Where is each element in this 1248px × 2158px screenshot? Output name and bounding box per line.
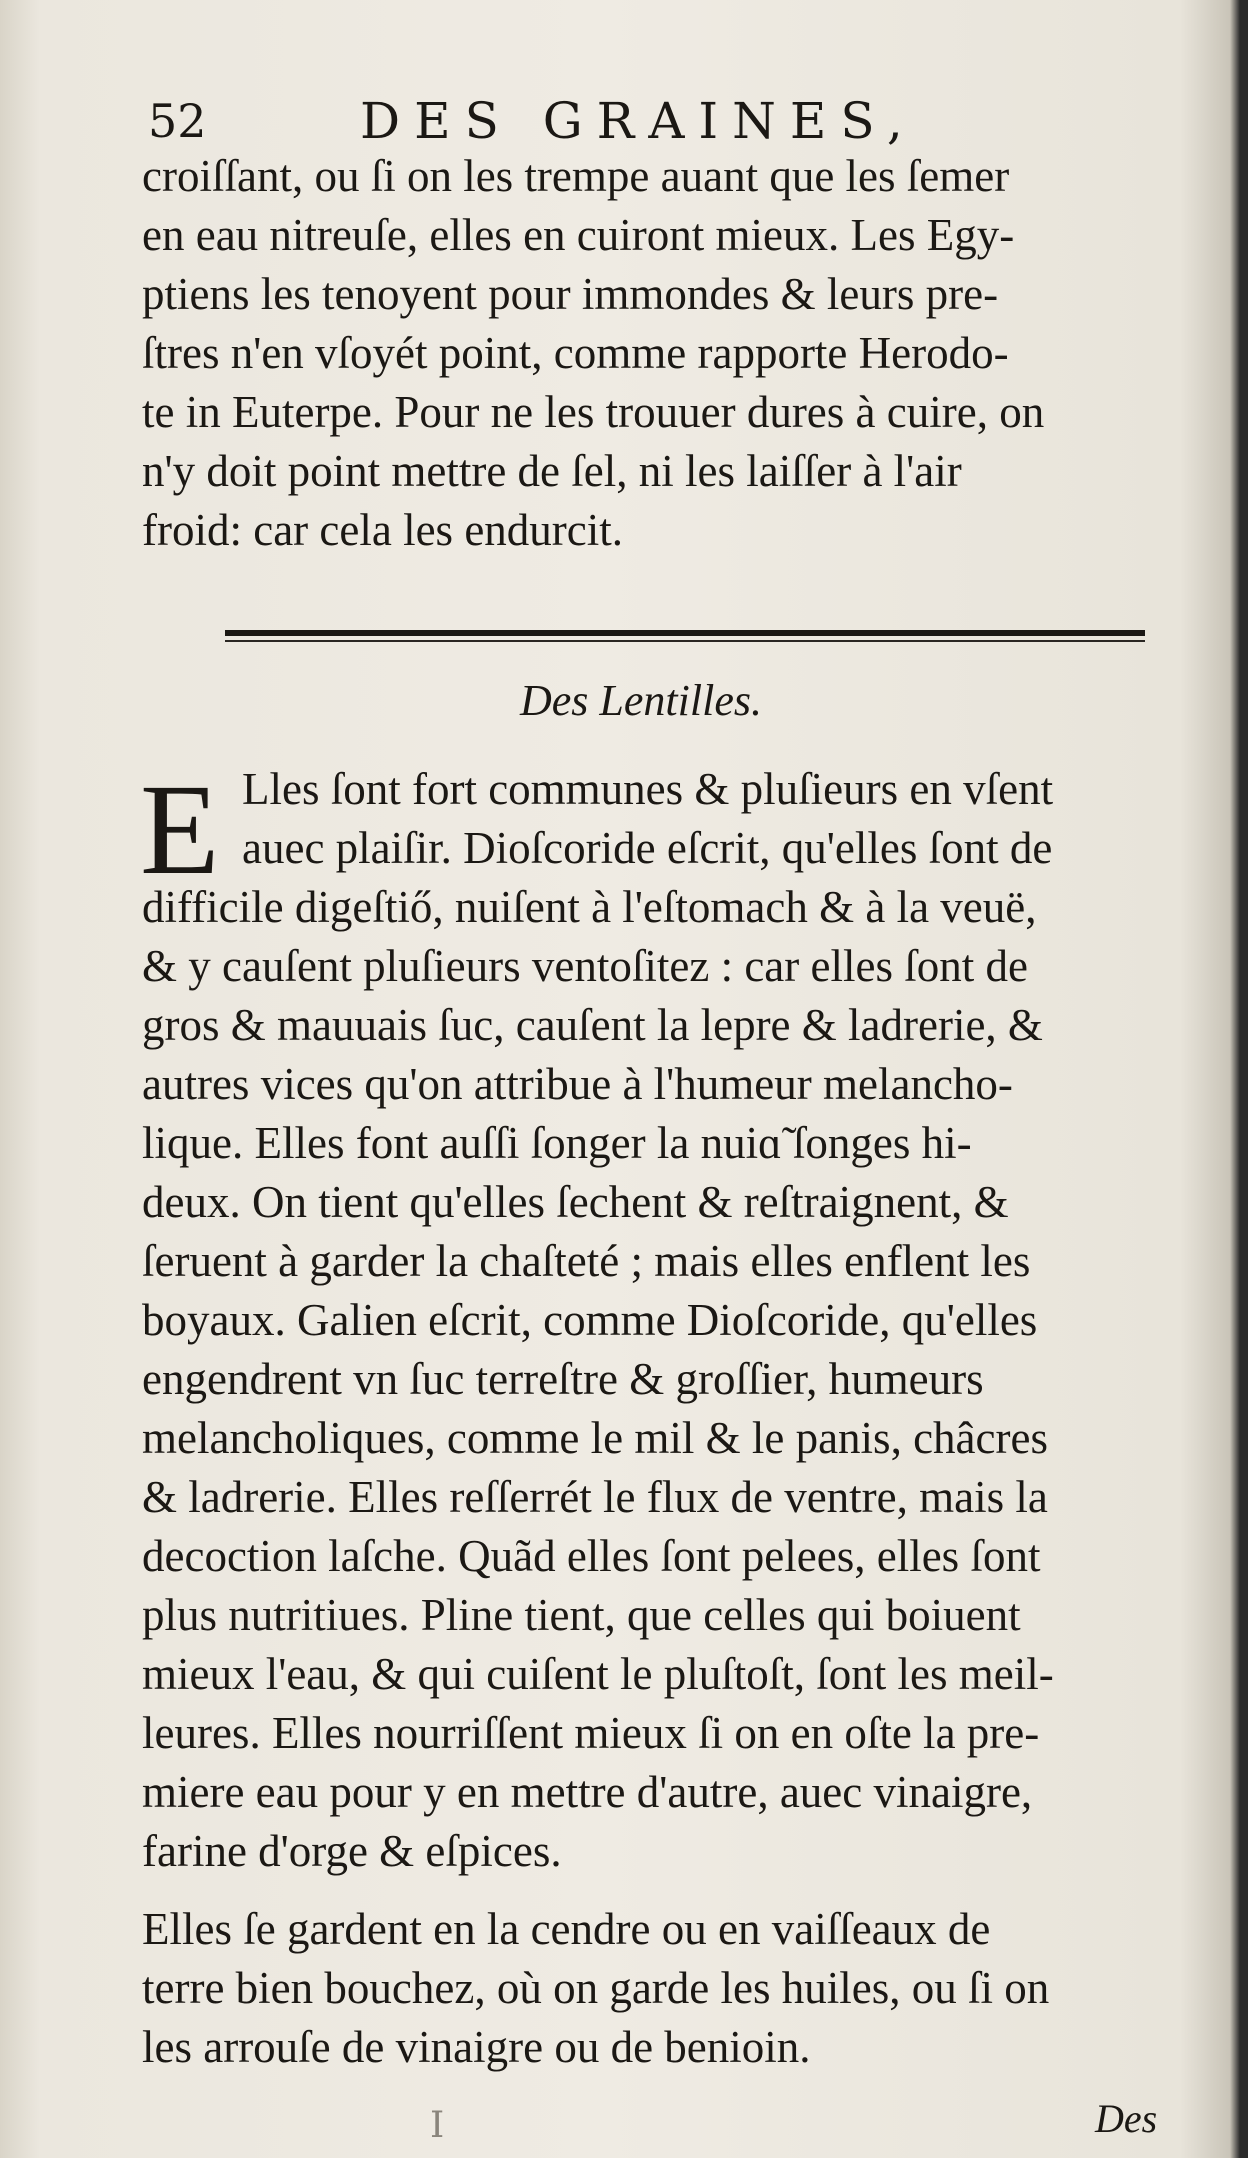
page-number: 52 (148, 94, 207, 148)
text-line: melancholiques, comme le mil & le panis, châcres (142, 1413, 1048, 1463)
text-line: auec plaiſir. Dioſcoride eſcrit, qu'elles ſont de (242, 823, 1053, 873)
text-line: te in Euterpe. Pour ne les trouuer dures à cuire, on (142, 387, 1045, 437)
text-line: & ladrerie. Elles reſſerrét le flux de ventre, mais la (142, 1472, 1048, 1522)
text-line: Elles ſe gardent en la cendre ou en vaiſſeaux de (142, 1904, 991, 1954)
text-line: lique. Elles font auſſi ſonger la nuiɑ̃ ſonges hi- (142, 1118, 972, 1168)
section-title: Des Lentilles. (520, 676, 762, 725)
text-line: n'y doit point mettre de ſel, ni les laiſſer à l'air (142, 446, 962, 496)
text-line: gros & mauuais ſuc, cauſent la lepre & ladrerie, & (142, 1000, 1043, 1050)
text-line: & y cauſent pluſieurs ventoſitez : car elles ſont de (142, 941, 1028, 991)
text-line: farine d'orge & eſpices. (142, 1826, 562, 1876)
text-line: ſeruent à garder la chaſteté ; mais elles enflent les (142, 1236, 1031, 1286)
catchword: Des (1095, 2096, 1158, 2141)
text-line: plus nutritiues. Pline tient, que celles qui boiuent (142, 1590, 1021, 1640)
text-line: terre bien bouchez, où on garde les huiles, ou ſi on (142, 1963, 1050, 2013)
signature-mark: I (430, 2105, 445, 2146)
text-line: Lles ſont fort communes & pluſieurs en vſent (242, 764, 1054, 814)
drop-cap: E (140, 758, 220, 902)
section-divider (225, 630, 1145, 636)
text-line: difficile digeſtiő, nuiſent à l'eſtomach & à la veuë, (142, 882, 1037, 932)
paragraph-3 (142, 1900, 1049, 2077)
section-divider-thin (225, 640, 1145, 642)
text-line: en eau nitreuſe, elles en cuiront mieux. Les Egy- (142, 210, 1015, 260)
text-line: froid: car cela les endurcit. (142, 505, 624, 555)
text-line: leures. Elles nourriſſent mieux ſi on en oſte la pre- (142, 1708, 1040, 1758)
text-line: les arrouſe de vinaigre ou de benioin. (142, 2022, 811, 2072)
text-line: ſtres n'en vſoyét point, comme rapporte Herodo- (142, 328, 1009, 378)
text-line: croiſſant, ou ſi on les trempe auant que les ſemer (142, 151, 1010, 201)
text-line: engendrent vn ſuc terreſtre & groſſier, humeurs (142, 1354, 984, 1404)
text-line: deux. On tient qu'elles ſechent & reſtraignent, & (142, 1177, 1009, 1227)
paragraph-2 (142, 760, 1054, 1881)
paragraph-1 (142, 147, 1044, 560)
text-line: decoction laſche. Quãd elles ſont pelees, elles ſont (142, 1531, 1041, 1581)
running-title: DES GRAINES, (360, 92, 917, 150)
page-header (140, 88, 980, 148)
text-line: mieux l'eau, & qui cuiſent le pluſtoſt, ſont les meil- (142, 1649, 1054, 1699)
text-line: miere eau pour y en mettre d'autre, auec vinaigre, (142, 1767, 1033, 1817)
text-line: autres vices qu'on attribue à l'humeur melancho- (142, 1059, 1013, 1109)
text-line: boyaux. Galien eſcrit, comme Dioſcoride, qu'elles (142, 1295, 1038, 1345)
text-line: ptiens les tenoyent pour immondes & leurs pre- (142, 269, 999, 319)
